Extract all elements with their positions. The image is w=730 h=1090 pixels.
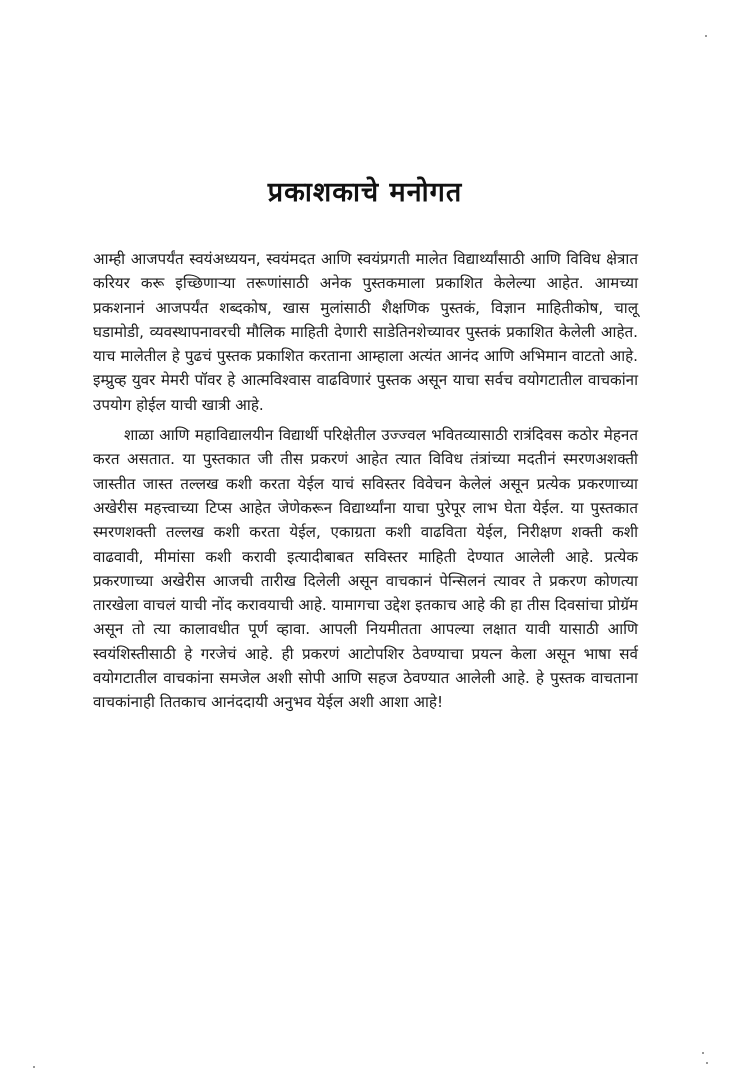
body-text [93,247,638,715]
paragraph-2: शाळा आणि महाविद्यालयीन विद्यार्थी परिक्षेतील उज्ज्वल भवितव्यासाठी रात्रंदिवस कठोर मेहनत करत असतात. या पुस्तकात जी तीस प्रकरणं आहेत त्यात विविध तंत्रांच्या मदतीनं स्मरणअशक्ती जास्तीत जास्त तल्लख कशी करता येईल याचं सविस्तर विवेचन केलेलं असून प्रत्येक प्रकरणाच्या अखेरीस महत्त्वाच्या टिप्स आहेत जेणेकरून विद्यार्थ्यांना याचा पुरेपूर लाभ घेता येईल. या पुस्तकात स्मरणशक्ती तल्लख कशी करता येईल, एकाग्रता कशी वाढविता येईल, निरीक्षण शक्ती कशी वाढवावी, मीमांसा कशी करावी इत्यादीबाबत सविस्तर माहिती देण्यात आलेली आहे. प्रत्येक प्रकरणाच्या अखेरीस आजची तारीख दिलेली असून वाचकानं पेन्सिलनं त्यावर ते प्रकरण कोणत्या तारखेला वाचलं याची नोंद करावयाची आहे. यामागचा उद्देश इतकाच आहे की हा तीस दिवसांचा प्रोग्रॅम असून तो त्या कालावधीत पूर्ण व्हावा. आपली नियमीतता आपल्या लक्षात यावी यासाठी आणि स्वयंशिस्तीसाठी हे गरजेचं आहे. ही प्रकरणं आटोपशिर ठेवण्याचा प्रयत्न केला असून भाषा सर्व वयोगटातील वाचकांना समजेल अशी सोपी आणि सहज ठेवण्यात आलेली आहे. हे पुस्तक वाचताना वाचकांनाही तितकाच आनंददायी अनुभव येईल अशी आशा आहे! [93,426,638,712]
scan-speck [702,1052,704,1054]
paragraph-1: आम्ही आजपर्यंत स्वयंअध्ययन, स्वयंमदत आणि स्वयंप्रगती मालेत विद्यार्थ्यांसाठी आणि विविध क्षेत्रात करियर करू इच्छिणाऱ्या तरूणांसाठी अनेक पुस्तकमाला प्रकाशित केलेल्या आहेत. आमच्या प्रकशनानं आजपर्यंत शब्दकोष, खास मुलांसाठी शैक्षणिक पुस्तकं, विज्ञान माहितीकोष, चालू घडामोडी, व्यवस्थापनावरची मौलिक माहिती देणारी साडेतिनशेच्यावर पुस्तकं प्रकाशित केलेली आहेत. याच मालेतील हे पुढचं पुस्तक प्रकाशित करताना आम्हाला अत्यंत आनंद आणि अभिमान वाटतो आहे. इम्प्रुव्ह युवर मेमरी पॉवर हे आत्मविश्वास वाढविणारं पुस्तक असून याचा सर्वच वयोगटातील वाचकांना उपयोग होईल याची खात्री आहे. [93,250,638,414]
scan-speck [706,1062,708,1064]
scan-speck [33,1066,35,1068]
scan-speck [705,35,707,37]
page-title: प्रकाशकाचे मनोगत [267,177,463,208]
